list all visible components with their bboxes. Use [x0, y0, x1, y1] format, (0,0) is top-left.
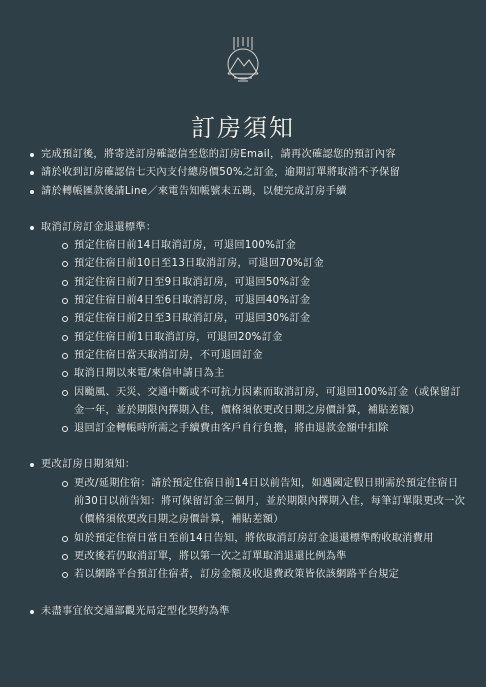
- final-item: 未盡事宜依交通部觀光局定型化契約為準: [28, 603, 468, 621]
- refund-item: 預定住宿日前2日至3日取消訂房，可退回30%訂金: [61, 310, 468, 328]
- refund-list: [41, 237, 468, 438]
- final-section: [28, 603, 468, 621]
- refund-item: 預定住宿日前4日至6日取消訂房，可退回40%訂金: [61, 292, 468, 310]
- refund-item: 預定住宿日前1日取消訂房，可退回20%訂金: [61, 329, 468, 347]
- refund-item: 預定住宿日前10日至13日取消訂房，可退回70%訂金: [61, 255, 468, 273]
- refund-item: 取消日期以來電/來信申請日為主: [61, 365, 468, 383]
- intro-list: [28, 146, 468, 201]
- change-list: [41, 475, 468, 585]
- change-section-item: [28, 456, 468, 584]
- refund-item: 退回訂金轉帳時所需之手續費由客戶自行負擔，將由退款金額中扣除: [61, 420, 468, 438]
- intro-item: 請於收到訂房確認信七天內支付總房價50%之訂金，逾期訂單將取消不予保留: [28, 164, 468, 182]
- refund-item: 預定住宿日前7日至9日取消訂房，可退回50%訂金: [61, 274, 468, 292]
- change-item: 若以網路平台預訂住宿者，訂房金額及收退費政策皆依該網路平台規定: [61, 566, 468, 584]
- refund-item: 預定住宿日當天取消訂房，不可退回訂金: [61, 347, 468, 365]
- change-item: 更改後若仍取消訂單，將以第一次之訂單取消退還比例為準: [61, 548, 468, 566]
- refund-heading: 取消訂房訂金退還標準：: [41, 221, 157, 233]
- refund-section: [28, 219, 468, 439]
- change-item: 更改/延期住宿：請於預定住宿日前14日以前告知，如遇國定假日則需於預定住宿日前30日以前告知：將可保留訂金三個月，並於期限內擇期入住，每筆訂單限更改一次（價格須依更改日期之房價計算，補貼差額）: [61, 475, 468, 530]
- intro-item: 請於轉帳匯款後請Line／來電告知帳號末五碼，以便完成訂房手續: [28, 183, 468, 201]
- change-section: [28, 456, 468, 584]
- change-heading: 更改訂房日期須知：: [41, 459, 136, 471]
- change-item: 如於預定住宿日當日至前14日告知，將依取消訂房訂金退還標準酌收取消費用: [61, 530, 468, 548]
- refund-item: 因颱風、天災、交通中斷或不可抗力因素而取消訂房，可退回100%訂金（或保留訂金一年，並於期限內擇期入住，價格須依更改日期之房價計算，補貼差額）: [61, 384, 468, 421]
- intro-item: 完成預訂後，將寄送訂房確認信至您的訂房Email，請再次確認您的預訂內容: [28, 146, 468, 164]
- page-title: 訂房須知: [191, 114, 295, 142]
- mountain-logo-icon: [222, 36, 264, 82]
- refund-section-item: [28, 219, 468, 439]
- booking-notice-content: [28, 146, 468, 621]
- refund-item: 預定住宿日前14日取消訂房，可退回100%訂金: [61, 237, 468, 255]
